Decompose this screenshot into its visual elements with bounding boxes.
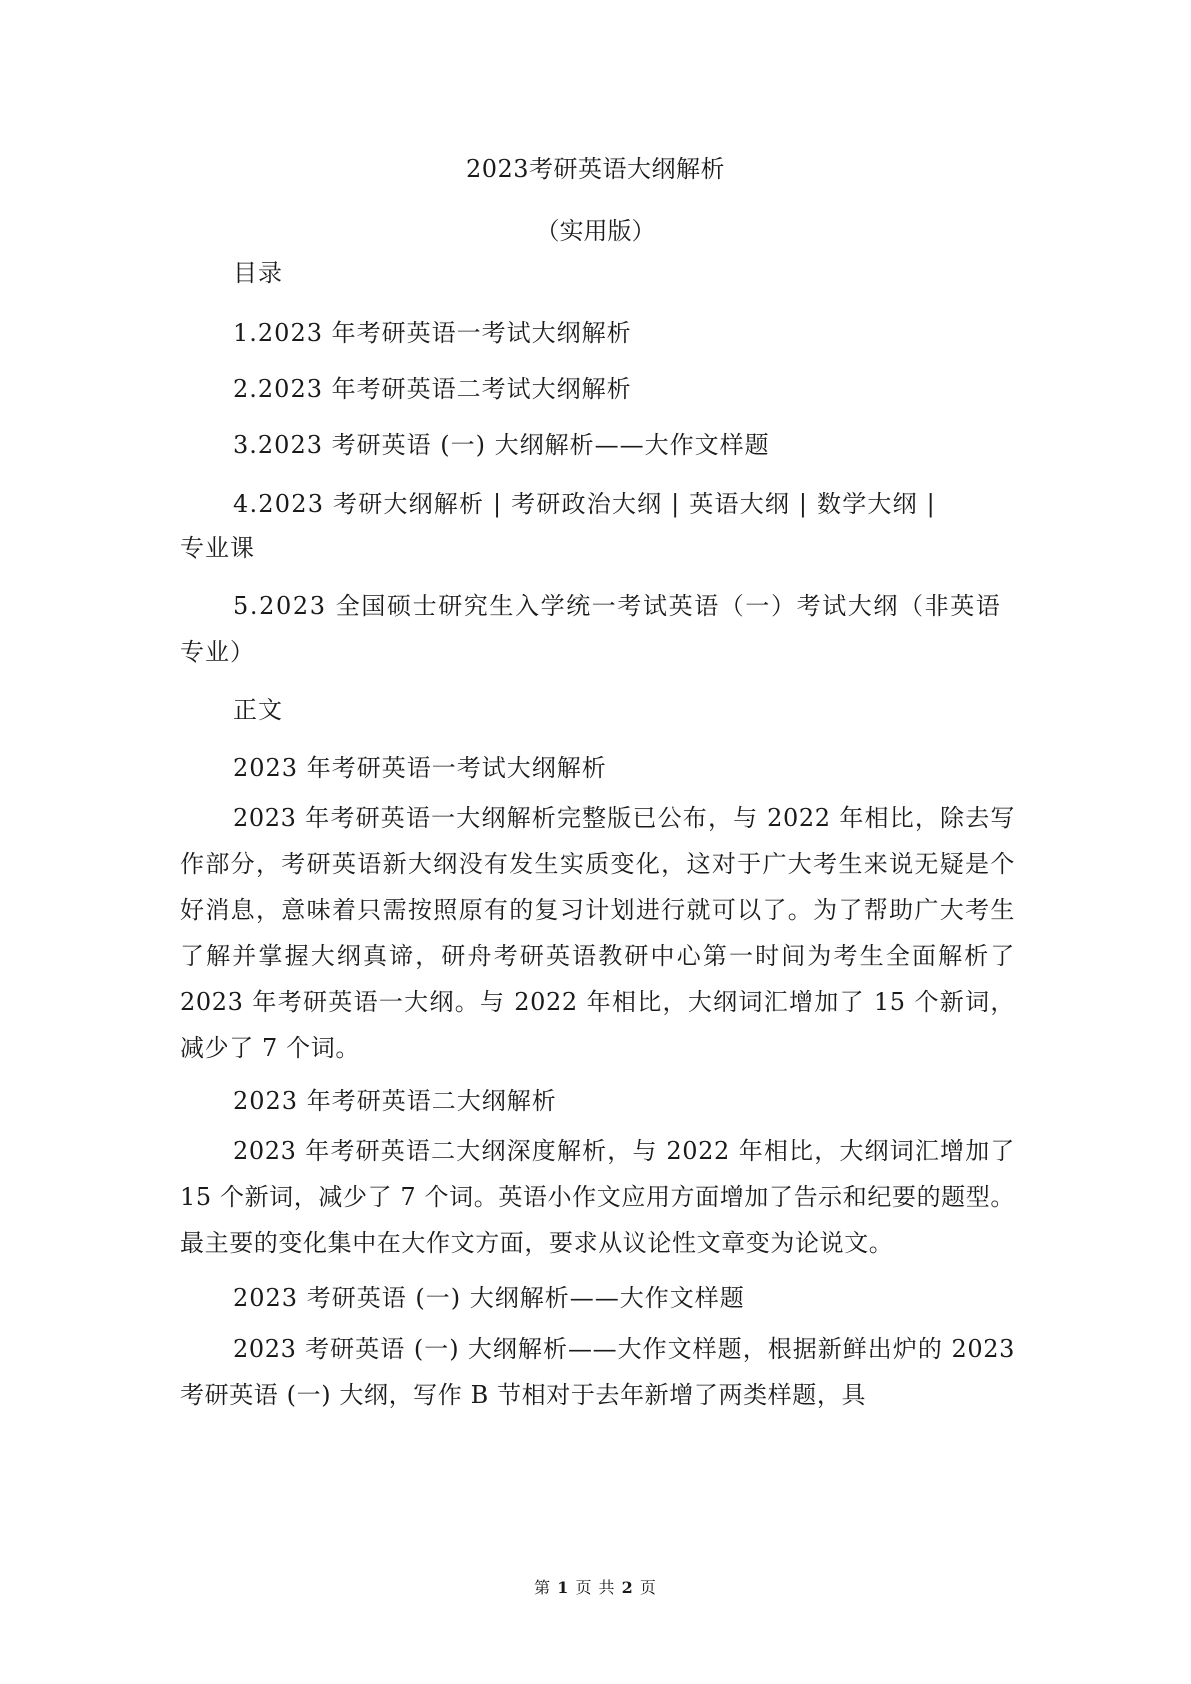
toc-item-3: 3.2023 考研英语 (一) 大纲解析——大作文样题: [233, 431, 770, 459]
section-2-paragraph: 2023 年考研英语二大纲深度解析，与 2022 年相比，大纲词汇增加了 15 个新词，减少了 7 个词。英语小作文应用方面增加了告示和纪要的题型。最主要的变化集中在大作文方面，要求从议论性文章变为论说文。: [180, 1137, 1015, 1257]
document-title: 2023考研英语大纲解析: [465, 155, 726, 183]
toc-item-5: 5.2023 全国硕士研究生入学统一考试英语（一）考试大纲（非英语: [233, 592, 1002, 620]
footer-suffix: 页: [639, 1578, 657, 1597]
footer-total-pages: 2: [621, 1578, 634, 1597]
toc-item-1: 1.2023 年考研英语一考试大纲解析: [233, 319, 632, 347]
toc-item-4-continued: 专业课: [180, 534, 255, 562]
body-heading: 正文: [233, 696, 283, 724]
section-1-heading: 2023 年考研英语一考试大纲解析: [233, 754, 607, 782]
toc-heading: 目录: [233, 259, 283, 287]
footer-page-number: 1: [557, 1578, 570, 1597]
toc-item-5-continued: 专业）: [180, 638, 255, 666]
footer-prefix: 第: [534, 1578, 552, 1597]
section-3-paragraph: 2023 考研英语 (一) 大纲解析——大作文样题，根据新鲜出炉的 2023 考研英语 (一) 大纲，写作 B 节相对于去年新增了两类样题，具: [180, 1335, 1015, 1409]
toc-item-4: 4.2023 考研大纲解析 | 考研政治大纲 | 英语大纲 | 数学大纲 |: [233, 490, 936, 518]
section-2-heading: 2023 年考研英语二大纲解析: [233, 1087, 557, 1115]
toc-item-2: 2.2023 年考研英语二考试大纲解析: [233, 375, 632, 403]
page-footer: [0, 1578, 1191, 1598]
section-1-paragraph: 2023 年考研英语一大纲解析完整版已公布，与 2022 年相比，除去写作部分，考研英语新大纲没有发生实质变化，这对于广大考生来说无疑是个好消息，意味着只需按照原有的复习计划进行就可以了。为了帮助广大考生了解并掌握大纲真谛，研舟考研英语教研中心第一时间为考生全面解析了 2023 年考研英语一大纲。与 2022 年相比，大纲词汇增加了 15 个新词，减少了 7 个词。: [180, 804, 1015, 1062]
section-3-heading: 2023 考研英语 (一) 大纲解析——大作文样题: [233, 1284, 745, 1312]
document-subtitle: （实用版）: [535, 217, 656, 245]
footer-middle: 页 共: [575, 1578, 616, 1597]
